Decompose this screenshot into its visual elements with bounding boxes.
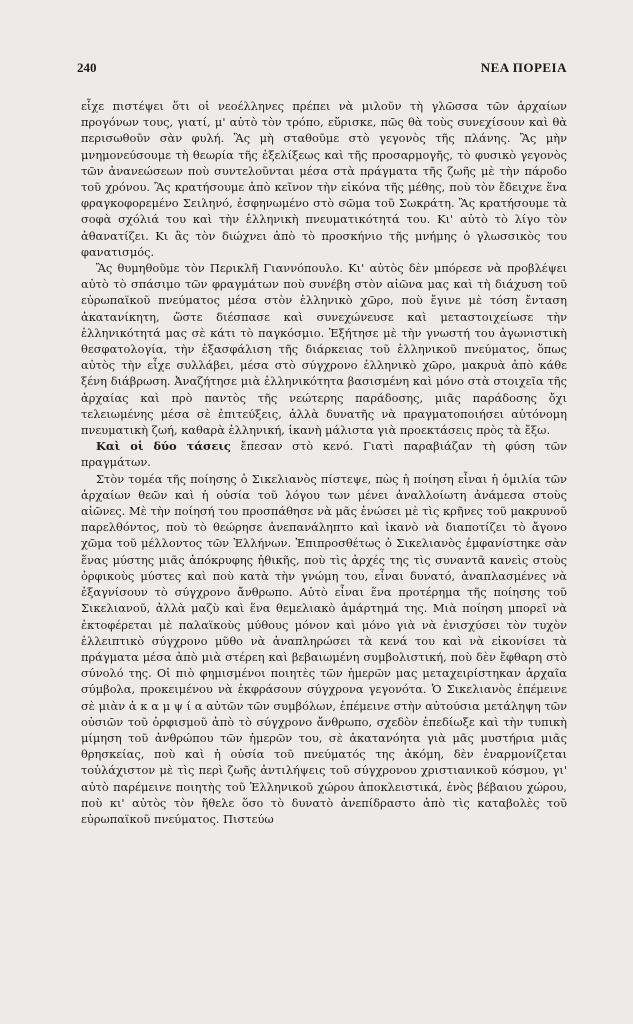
paragraph (81, 438, 567, 470)
body-text (81, 98, 567, 827)
running-head: ΝΕΑ ΠΟΡΕΙΑ (480, 60, 567, 75)
page-number: 240 (77, 60, 97, 75)
paragraph: Ἂς θυμηθοῦμε τὸν Περικλῆ Γιαννόπουλο. Κι' αὐτὸς δὲν μπόρεσε νὰ προβλέψει αὐτὸ τὸ σπάσιμο τῶν φραγμάτων ποὺ συνέβη στὸν αἰῶνα μας καὶ τὴ διάχυση τοῦ εὐρωπαϊκοῦ πνεύματος μέσα στὸν ἑλληνικὸ χῶρο, ποὺ ἔγινε μὲ τόση ἔνταση ἀκατανίκητη, ὥστε διέσπασε καὶ συνεχώνευσε καὶ μεταστοιχείωσε τὴν ἑλληνικότητά μας σὲ κάτι τὸ παγκόσμιο. Ἐξήτησε μὲ τὴν γνωστή του ἀγωνιστικὴ θεσφατολογία, τὴν ἐξασφάλιση τῆς διάρκειας τοῦ ἑλληνικοῦ πνεύματος, ὅπως αὐτὸς τὴν εἶχε συλλάβει, μέσα στὸ σύγχρονο ἑλληνικὸ χῶρο, μακρυὰ ἀπὸ κάθε ξένη διάβρωση. Ἀναζήτησε μιὰ ἑλληνικότητα βασισμένη καὶ μόνο στὰ στοιχεῖα τῆς ἀρχαίας καὶ πρὸ παντὸς τῆς νεώτερης παράδοσης, μιᾶς παράδοσης ὄχι τελειωμένης μέσα σὲ ἐπιτεύξεις, ἀλλὰ δυνατῆς νὰ πραγματοποιήσει αὐτόνομη πνευματικὴ ζωή, καθαρὰ ἑλληνική, ἱκανὴ μάλιστα γιὰ προεκτάσεις πρὸς τὰ ἔξω. (81, 261, 567, 438)
page-header (77, 60, 567, 78)
paragraph: Στὸν τομέα τῆς ποίησης ὁ Σικελιανὸς πίστεψε, πὼς ἡ ποίηση εἶναι ἡ ὁμιλία τῶν ἀρχαίων θεῶν καὶ ἡ οὐσία τοῦ λόγου των μένει ἀναλλοίωτη ἀνάμεσα στοὺς αἰῶνες. Μὲ τὴν ποίησή του προσπάθησε νὰ μᾶς ἑνώσει μὲ τὶς κρῆνες τοῦ μακρυνοῦ παρελθόντος, ποὺ τὸ θεώρησε ἀνεπανάληπτο καὶ ἱκανὸ νὰ διαποτίζει τὸ ἄγονο χῶμα τοῦ μέλλοντος τῶν Ἑλλήνων. Ἐπιπροσθέτως ὁ Σικελιανὸς ἐμφανίστηκε σὰν ἕνας μύστης μιᾶς ἀπόκρυφης ἠθικῆς, ποὺ τὶς ἀρχές της τὶς συναντᾶ κανεὶς στοὺς ὀρφικοὺς μύστες καὶ ποὺ κατὰ τὴν γνώμη του, εἶναι δυνατό, ἀναπλασμένες νὰ ἐξαγνίσουν τὸ σύγχρονο ἄνθρωπο. Αὐτὸ εἶναι ἕνα προτέρημα τῆς ποίησης τοῦ Σικελιανοῦ, ἀλλὰ μαζὺ καὶ ἕνα θεμελιακὸ ἁμάρτημά της. Μιὰ ποίηση μπορεῖ νὰ ἐκτοφέρεται μὲ παλαϊκοὺς μύθους μόνον καὶ μόνο γιὰ νὰ ἐνισχύσει τὸν τυχὸν ἐλλειπτικὸ σύγχρονο μῦθο νὰ ἀναπληρώσει τὰ κενά του καὶ νὰ εἰκονίσει τὰ πράγματα μέσα ἀπὸ μιὰ στέρεη καὶ βεβαιωμένη συμβολιστική, ποὺ δὲν ἔφθαρη στὸ σύνολό της. Οἱ πιὸ φημισμένοι ποιητὲς τῶν ἡμερῶν μας μεταχειρίστηκαν ἀρχαῖα σύμβολα, προκειμένου νὰ ἐκφράσουν σύγχρονα γεγονότα. Ὁ Σικελιανὸς ἐπέμεινε σὲ μιὰν ἀ κ α μ ψ ί α αὐτῶν τῶν συμβόλων, ἐπέμεινε στὴν αὐτούσια μετάληψη τῶν οὐσιῶν τοῦ ὀρφισμοῦ ἀπὸ τὸ σύγχρονο ἄνθρωπο, σχεδὸν ἐπεδίωξε καὶ τὴν τυπικὴ μίμηση τοῦ ἀνθρώπου τῶν ἡμερῶν του, σὲ ἀκατανόητα γιὰ μᾶς μυστήρια μιᾶς θρησκείας, ποὺ καὶ ἡ οὐσία τοῦ πνεύματός της ἀκόμη, δὲν ἐναρμονίζεται τοὐλάχιστον μὲ τὶς περὶ ζωῆς ἀντιλήψεις τοῦ σύγχρονου χριστιανικοῦ κόσμου, γι' αὐτὸ παρέμεινε ποιητὴς τοῦ Ἑλληνικοῦ χώρου ἀποκλειστικά, ἑνὸς βέβαιου χώρου, ποὺ κι' αὐτὸς τὸν ἤθελε ὅσο τὸ δυνατὸ ἀνεπίδραστο ἀπὸ τὶς καταβολὲς τοῦ εὐρωπαϊκοῦ πνεύματος. Πιστεύω (81, 471, 567, 826)
paragraph-text: ἔπεσαν στὸ κενό. Γιατὶ παραβιάζαν τὴ φύση τῶν πραγμάτων. (81, 439, 567, 470)
paragraph-lead: Καὶ οἱ δύο τάσεις (96, 439, 231, 454)
paragraph: εἶχε πιστέψει ὅτι οἱ νεοέλληνες πρέπει νὰ μιλοῦν τὴ γλῶσσα τῶν ἀρχαίων προγόνων τους, γιατί, μ' αὐτὸ τὸν τρόπο, εὕρισκε, πῶς θὰ τοὺς συνεχίσουν καὶ θὰ περισωθοῦν σὰν φυλή. Ἂς μὴ σταθοῦμε στὸ γεγονὸς τῆς πλάνης. Ἂς μὴν μνημονεύσουμε τὴ θεωρία τῆς ἐξελίξεως καὶ τῆς προσαρμογῆς, τὸ φυσικὸ γεγονὸς τῶν ἀνανεώσεων ποὺ συντελοῦνται μέσα στὰ πράγματα τῆς ζωῆς μὲ τὴν πάροδο τοῦ χρόνου. Ἂς κρατήσουμε ἀπὸ κεῖνον τὴν εἰκόνα τῆς μέθης, ποὺ τὸν ἔδειχνε ἕνα φραγκοφορεμένο Σειληνό, ἐσφηνωμένο στὸ σῶμα τοῦ Σωκράτη. Ἂς κρατήσουμε τὰ σοφὰ σχόλιά του καὶ τὴν ἑλληνικὴ πνευματικότητά του. Κι' αὐτὸ τὸ λίγο τὸν ἀθανατίζει. Κι ἂς τὸν διώχνει ἀπὸ τὸ προσκήνιο τῆς μνήμης ὁ γλωσσικὸς του φανατισμός. (81, 99, 567, 259)
